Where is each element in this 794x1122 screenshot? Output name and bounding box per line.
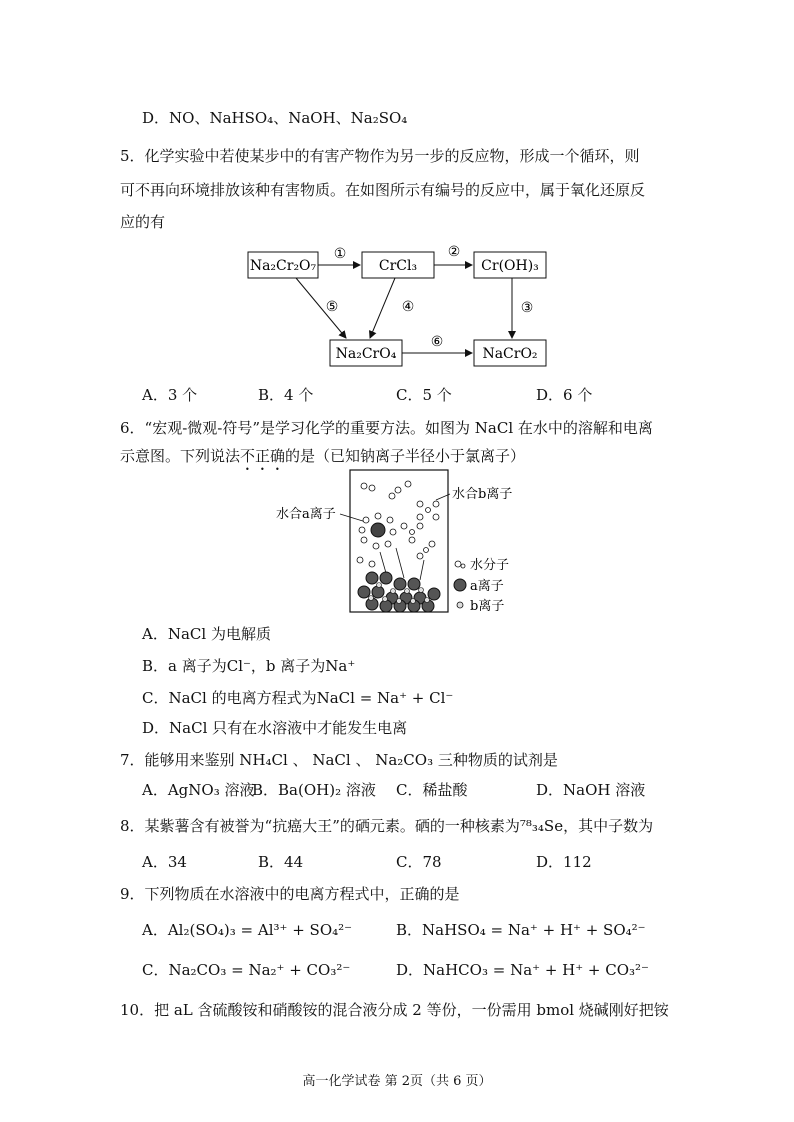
legend-water: 水分子 xyxy=(470,558,510,573)
q9-options-row1 xyxy=(142,920,702,940)
q7-options xyxy=(142,780,702,800)
q8-option-b: B．44 xyxy=(258,853,304,871)
q6-stem-line1: 6．“宏观-微观-符号”是学习化学的重要方法。如图为 NaCl 在水中的溶解和电离 xyxy=(120,419,653,437)
q7-option-b: B．Ba(OH)₂ 溶液 xyxy=(252,781,376,799)
q4-option-d-text: NO、NaHSO₄、NaOH、Na₂SO₄ xyxy=(169,109,408,127)
q8-option-d: D．112 xyxy=(536,853,592,871)
q8-option-a: A．34 xyxy=(142,853,187,871)
q7-option-d: D．NaOH 溶液 xyxy=(536,781,646,799)
q6-nacl-dissolution-figure xyxy=(0,460,794,620)
q6-stem-line2-post: 的是（已知钠离子半径小于氯离子） xyxy=(285,447,526,465)
legend-a-ion: a离子 xyxy=(470,579,504,594)
label-hydrated-b-ion: 水合b离子 xyxy=(452,487,513,502)
label-na2cr2o7: Na₂Cr₂O₇ xyxy=(249,258,317,274)
q9-options-row2 xyxy=(142,960,702,980)
q5-option-a: A．3 个 xyxy=(142,386,198,404)
q8-options xyxy=(142,852,702,872)
num-4: ④ xyxy=(401,299,415,315)
q6-stem-line2-pre: 示意图。下列说法 xyxy=(120,447,241,465)
q7-option-a: A．AgNO₃ 溶液 xyxy=(142,781,255,799)
q6-option-b: B．a 离子为Cl⁻，b 离子为Na⁺ xyxy=(142,657,356,675)
page-footer: 高一化学试卷 第 2页（共 6 页） xyxy=(302,1074,492,1089)
q6-option-c: C．NaCl 的电离方程式为NaCl = Na⁺ + Cl⁻ xyxy=(142,689,454,707)
hydrated-a-ion xyxy=(359,513,396,549)
num-5: ⑤ xyxy=(325,299,339,315)
num-6: ⑥ xyxy=(430,334,444,350)
label-crcl3: CrCl₃ xyxy=(378,258,418,274)
q9-option-a: A．Al₂(SO₄)₃ = Al³⁺ + SO₄²⁻ xyxy=(142,921,353,939)
q8-option-c: C．78 xyxy=(396,853,442,871)
num-2: ② xyxy=(447,244,461,260)
q7-stem: 7．能够用来鉴别 NH₄Cl 、 NaCl 、 Na₂CO₃ 三种物质的试剂是 xyxy=(120,751,558,769)
q5-option-d: D．6 个 xyxy=(536,386,593,404)
q9-option-d: D．NaHCO₃ = Na⁺ + H⁺ + CO₃²⁻ xyxy=(396,961,649,979)
arrow-5 xyxy=(296,278,346,338)
q5-option-c: C．5 个 xyxy=(396,386,452,404)
num-3: ③ xyxy=(520,300,534,316)
q7-option-c: C．稀盐酸 xyxy=(396,781,468,799)
legend-b-ion: b离子 xyxy=(470,599,505,614)
label-hydrated-a-ion: 水合a离子 xyxy=(276,507,336,522)
q4-option-d-letter: D． xyxy=(142,109,170,127)
q5-options xyxy=(142,385,702,405)
nacl-crystal xyxy=(358,572,440,612)
q5-option-b: B．4 个 xyxy=(258,386,314,404)
label-na2cro4: Na₂CrO₄ xyxy=(335,346,397,362)
q6-option-a: A．NaCl 为电解质 xyxy=(142,625,271,643)
q5-stem-line1: 5．化学实验中若使某步中的有害产物作为另一步的反应物，形成一个循环，则 xyxy=(120,147,640,165)
label-croh3: Cr(OH)₃ xyxy=(481,258,539,274)
q5-reaction-diagram xyxy=(0,0,794,380)
label-nacro2: NaCrO₂ xyxy=(482,346,538,362)
q6-stem-emphasis: 不正确 xyxy=(240,447,286,465)
q8-stem: 8．某紫薯含有被誉为“抗癌大王”的硒元素。硒的一种核素为⁷⁸₃₄Se，其中子数为 xyxy=(120,817,654,835)
num-1: ① xyxy=(333,246,347,262)
q9-option-c: C．Na₂CO₃ = Na₂⁺ + CO₃²⁻ xyxy=(142,961,351,979)
q9-option-b: B．NaHSO₄ = Na⁺ + H⁺ + SO₄²⁻ xyxy=(396,921,646,939)
arrow-4 xyxy=(370,278,395,338)
q6-option-d: D．NaCl 只有在水溶液中才能发生电离 xyxy=(142,719,408,737)
figure-legend xyxy=(454,557,509,614)
hydrated-b-ions xyxy=(401,501,439,559)
q10-stem: 10．把 aL 含硫酸铵和硝酸铵的混合液分成 2 等份，一份需用 bmol 烧碱刚好把铵 xyxy=(120,1001,669,1019)
q5-stem-line3: 应的有 xyxy=(120,213,166,231)
q5-stem-line2: 可不再向环境排放该种有害物质。在如图所示有编号的反应中，属于氧化还原反 xyxy=(120,181,646,199)
q9-stem: 9．下列物质在水溶液中的电离方程式中，正确的是 xyxy=(120,885,460,903)
